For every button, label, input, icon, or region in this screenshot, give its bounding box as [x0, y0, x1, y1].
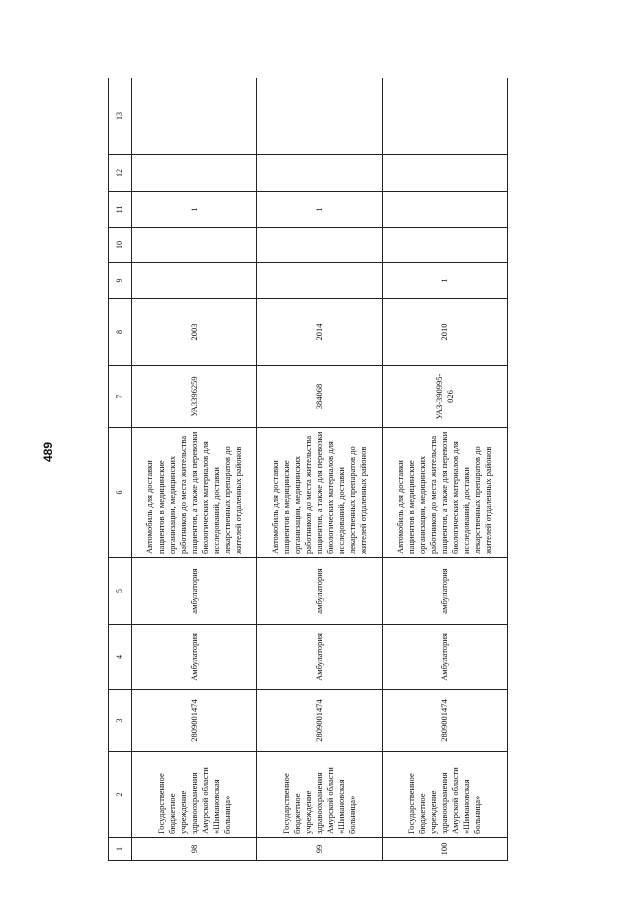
cell-col12 [257, 155, 382, 192]
cell-col13 [257, 78, 382, 155]
table-row [382, 78, 507, 861]
cell-col9 [257, 263, 382, 299]
department-name: амбулатория [132, 558, 257, 625]
vehicle-purpose: Автомобиль для доставки пациентов в медицинские организации, медицинских работников до места жительства пациентов, а также для перевозки биологических материалов для исследований, доставки лекарственных препаратов до жителей отдаленных районов [382, 428, 507, 558]
table-row [257, 78, 382, 861]
unit-name: Амбулатория [382, 625, 507, 690]
cell-col11: 1 [257, 192, 382, 228]
column-header: 2 [109, 752, 132, 838]
cell-col12 [132, 155, 257, 192]
vehicle-purpose: Автомобиль для доставки пациентов в медицинские организации, медицинских работников до места жительства пациентов, а также для перевозки биологических материалов для исследований, доставки лекарственных препаратов до жителей отдаленных районов [132, 428, 257, 558]
cell-col11: 1 [132, 192, 257, 228]
vehicle-model: УА3396259 [132, 366, 257, 428]
column-header: 1 [109, 838, 132, 861]
column-header: 3 [109, 690, 132, 752]
column-header: 11 [109, 192, 132, 228]
column-header: 4 [109, 625, 132, 690]
cell-col10 [382, 228, 507, 263]
cell-col9 [132, 263, 257, 299]
vehicle-year: 2014 [257, 299, 382, 366]
organization-name: Государственное бюджетное учреждение здравоохранения Амурской области «Шимановская больница» [257, 752, 382, 838]
row-number: 98 [132, 838, 257, 861]
column-header: 12 [109, 155, 132, 192]
table-row [132, 78, 257, 861]
cell-col9: 1 [382, 263, 507, 299]
page-number: 489 [41, 441, 55, 463]
vehicle-model: УАЗ-390995-026 [382, 366, 507, 428]
cell-col10 [257, 228, 382, 263]
vehicle-purpose: Автомобиль для доставки пациентов в медицинские организации, медицинских работников до места жительства пациентов, а также для перевозки биологических материалов для исследований, доставки лекарственных препаратов до жителей отдаленных районов [257, 428, 382, 558]
vehicle-year: 2003 [132, 299, 257, 366]
inn-code: 2809001474 [132, 690, 257, 752]
inn-code: 2809001474 [257, 690, 382, 752]
column-header: 5 [109, 558, 132, 625]
column-header: 9 [109, 263, 132, 299]
cell-col11 [382, 192, 507, 228]
inn-code: 2809001474 [382, 690, 507, 752]
row-number: 100 [382, 838, 507, 861]
unit-name: Амбулатория [257, 625, 382, 690]
column-header: 13 [109, 78, 132, 155]
organization-name: Государственное бюджетное учреждение здравоохранения Амурской области «Шимановская больница» [132, 752, 257, 838]
row-number: 99 [257, 838, 382, 861]
vehicles-table [108, 78, 508, 861]
column-header: 8 [109, 299, 132, 366]
vehicle-model: 384068 [257, 366, 382, 428]
column-header: 6 [109, 428, 132, 558]
column-header: 10 [109, 228, 132, 263]
cell-col10 [132, 228, 257, 263]
cell-col13 [132, 78, 257, 155]
vehicle-year: 2010 [382, 299, 507, 366]
unit-name: Амбулатория [132, 625, 257, 690]
cell-col13 [382, 78, 507, 155]
table-container [108, 78, 508, 861]
header-row [109, 78, 132, 861]
department-name: амбулатория [257, 558, 382, 625]
organization-name: Государственное бюджетное учреждение здравоохранения Амурской области «Шимановская больница» [382, 752, 507, 838]
cell-col12 [382, 155, 507, 192]
column-header: 7 [109, 366, 132, 428]
department-name: амбулатория [382, 558, 507, 625]
